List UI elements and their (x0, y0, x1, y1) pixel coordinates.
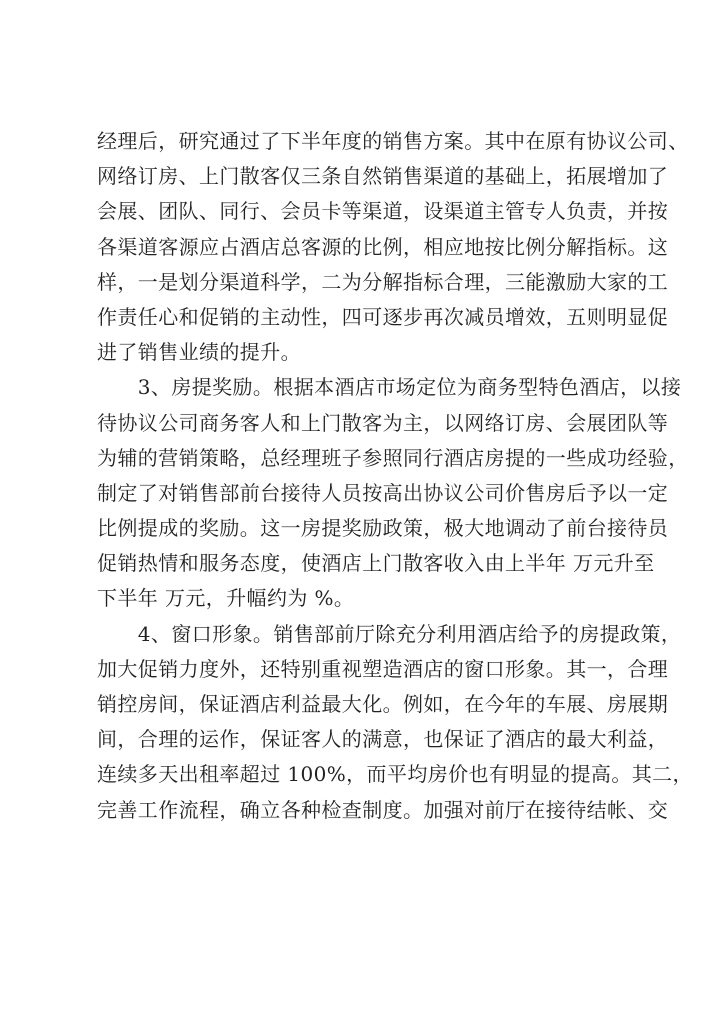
text-line: 各渠道客源应占酒店总客源的比例，相应地按比例分解指标。这 (97, 234, 669, 259)
body-text (97, 124, 693, 828)
text-line: 制定了对销售部前台接待人员按高出协议公司价售房后予以一定 (97, 480, 669, 505)
text-line: 作责任心和促销的主动性，四可逐步再次减员增效，五则明显促 (97, 304, 669, 329)
text-line: 间，合理的运作，保证客人的满意，也保证了酒店的最大利益， (97, 727, 669, 752)
text-line: 完善工作流程，确立各种检查制度。加强对前厅在接待结帐、交 (97, 797, 669, 822)
text-line: 销控房间，保证酒店利益最大化。例如，在今年的车展、房展期 (97, 692, 669, 716)
text-line: 比例提成的奖励。这一房提奖励政策，极大地调动了前台接待员 (97, 516, 669, 541)
text-line: 经理后，研究通过了下半年度的销售方案。其中在原有协议公司、 (97, 129, 689, 153)
text-line: 为辅的营销策略，总经理班子参照同行酒店房提的一些成功经验， (97, 445, 689, 470)
text-line: 加大促销力度外，还特别重视塑造酒店的窗口形象。其一，合理 (97, 656, 669, 681)
text-line: 样，一是划分渠道科学，二为分解指标合理，三能激励大家的工 (97, 269, 669, 294)
text-line: 会展、团队、同行、会员卡等渠道，设渠道主管专人负责，并按 (97, 199, 669, 224)
text-line: 待协议公司商务客人和上门散客为主，以网络订房、会展团队等 (97, 410, 669, 435)
text-line: 4、窗口形象。销售部前厅除充分利用酒店给予的房提政策， (97, 621, 682, 646)
text-line: 网络订房、上门散客仅三条自然销售渠道的基础上，拓展增加了 (97, 164, 669, 189)
text-line: 下半年 万元，升幅约为 %。 (97, 586, 355, 611)
text-line: 连续多天出租率超过 100%，而平均房价也有明显的提高。其二， (97, 762, 693, 787)
text-line: 进了销售业绩的提升。 (97, 340, 301, 365)
text-line: 促销热情和服务态度，使酒店上门散客收入由上半年 万元升至 (97, 551, 655, 576)
text-line: 3、房提奖励。根据本酒店市场定位为商务型特色酒店，以接 (97, 375, 682, 400)
